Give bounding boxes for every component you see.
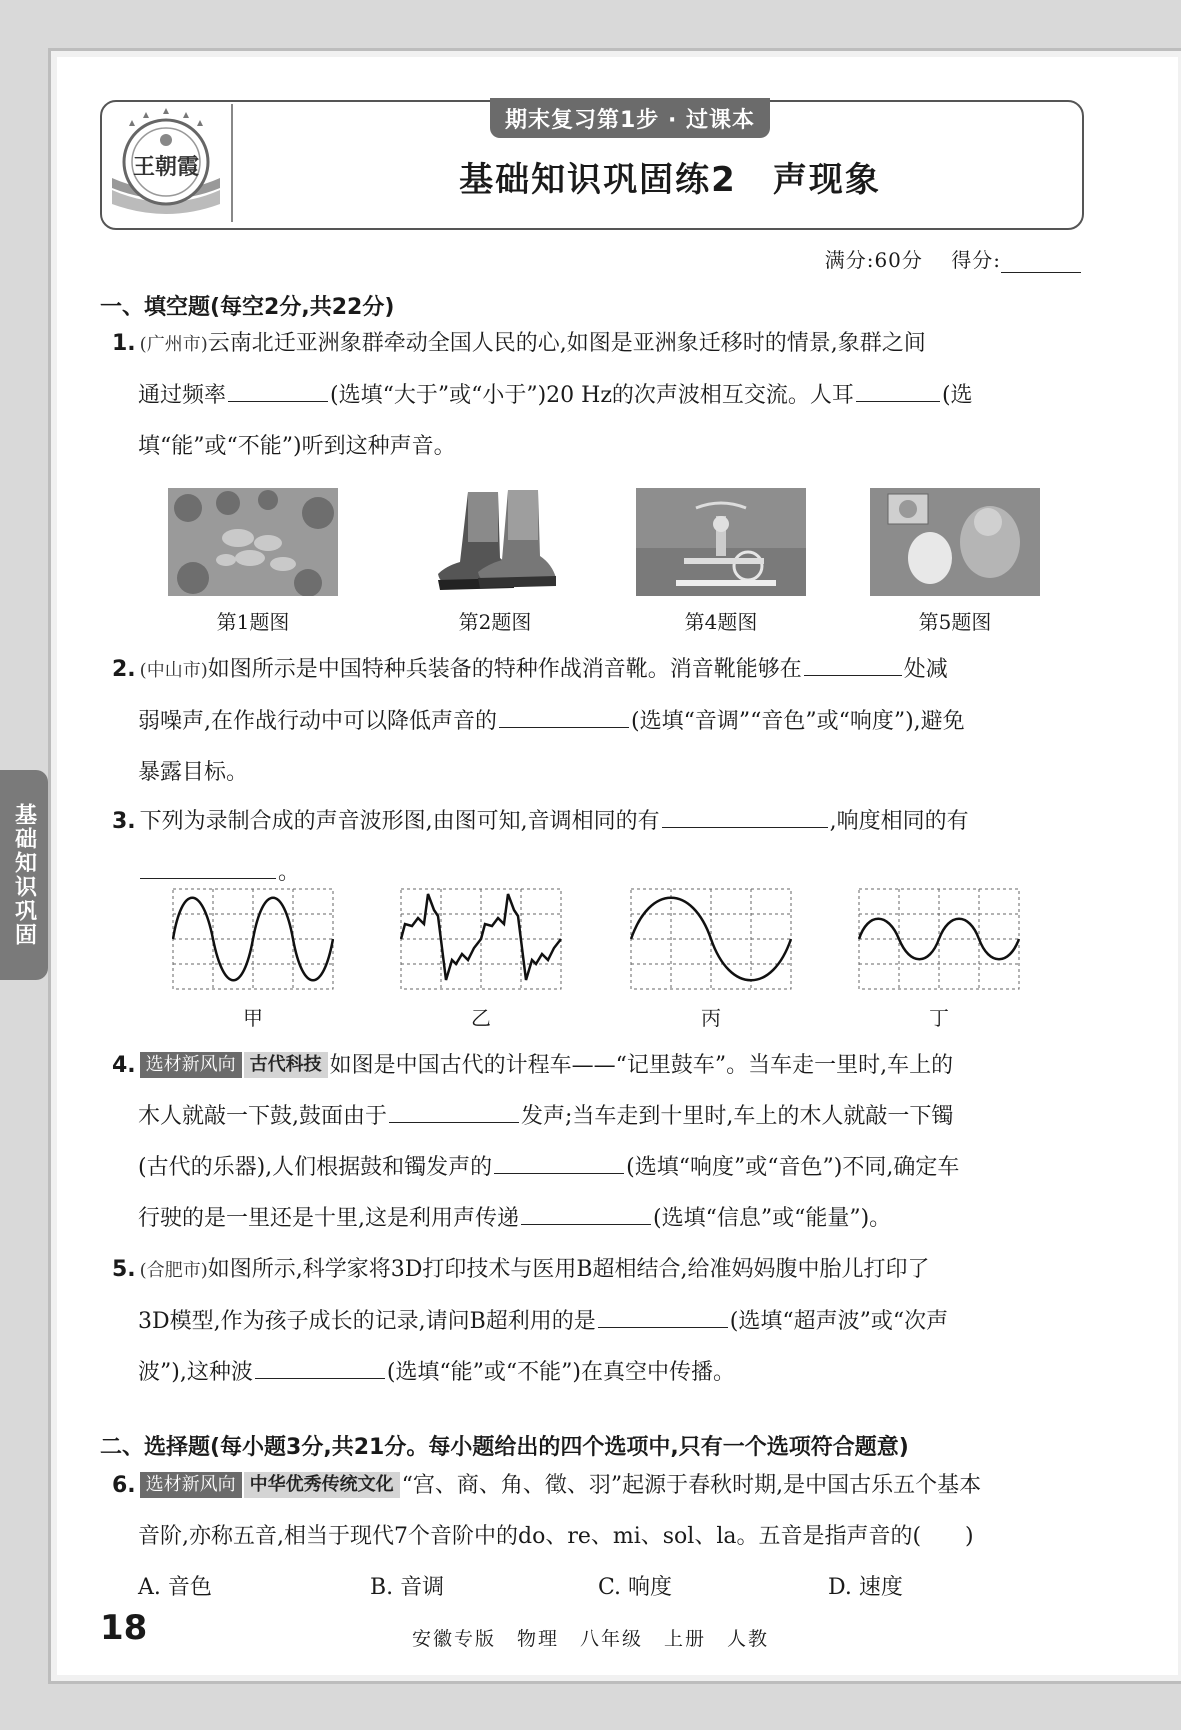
figure-5-caption: 第5题图 — [918, 610, 992, 634]
q6-number: 6. — [112, 1473, 136, 1498]
waveform-bing-label: 丙 — [701, 1006, 721, 1030]
q4-tag-new-trend: 选材新风向 — [140, 1052, 242, 1078]
question-1 — [112, 318, 1080, 472]
q2-blank-2[interactable] — [499, 701, 629, 728]
q6-tag-new-trend: 选材新风向 — [140, 1472, 242, 1498]
logo-seal-icon — [102, 104, 230, 222]
score-line — [825, 244, 1081, 273]
q2-number: 2. — [112, 657, 136, 682]
q5-line3a: 波”),这种波 — [138, 1360, 253, 1385]
q3-line1a: 下列为录制合成的声音波形图,由图可知,音调相同的有 — [139, 809, 660, 834]
waveform-yi-label: 乙 — [471, 1006, 491, 1030]
footer-info: 安徽专版 物理 八年级 上册 人教 — [412, 1628, 770, 1650]
q2-blank-1[interactable] — [804, 649, 902, 676]
q2-line1b: 处减 — [903, 657, 948, 682]
q4-line3b: (选填“响度”或“音色”)不同,确定车 — [626, 1155, 960, 1180]
q1-line2a: 通过频率 — [138, 383, 227, 408]
q4-line3a: (古代的乐器),人们根据鼓和镯发声的 — [138, 1155, 493, 1180]
q4-line2b: 发声;当车走到十里时,车上的木人就敲一下镯 — [521, 1104, 954, 1129]
q1-line2b: (选填“大于”或“小于”)20 Hz的次声波相互交流。人耳 — [330, 383, 854, 408]
q6-option-a[interactable]: A. 音色 — [138, 1575, 212, 1600]
q6-option-c[interactable]: C. 响度 — [598, 1575, 673, 1600]
drum-cart-photo-icon — [636, 488, 806, 596]
q4-blank-1[interactable] — [389, 1096, 519, 1123]
question-3 — [112, 796, 1080, 898]
q4-tag-topic: 古代科技 — [244, 1052, 328, 1078]
q6-tag-topic: 中华优秀传统文化 — [244, 1472, 400, 1498]
q3-line2: 。 — [278, 860, 301, 885]
q4-line2a: 木人就敲一下鼓,鼓面由于 — [138, 1104, 387, 1129]
elephant-photo-icon — [168, 488, 338, 596]
side-tab: 基础知识巩固 — [0, 770, 48, 980]
logo-divider — [231, 104, 233, 222]
waveform-yi — [400, 888, 562, 990]
q5-line3b: (选填“能”或“不能”)在真空中传播。 — [386, 1360, 735, 1385]
q4-line4b: (选填“信息”或“能量”)。 — [653, 1206, 892, 1231]
figure-1-caption: 第1题图 — [216, 610, 290, 634]
q1-line3: 填“能”或“不能”)听到这种声音。 — [138, 434, 456, 459]
question-5 — [112, 1244, 1080, 1398]
q6-line1: “宫、商、角、徵、羽”起源于春秋时期,是中国古乐五个基本 — [401, 1473, 982, 1498]
question-6 — [112, 1460, 1080, 1562]
q3-line1b: ,响度相同的有 — [829, 809, 969, 834]
q2-line3: 暴露目标。 — [138, 760, 249, 785]
svg-text:王朝霞: 王朝霞 — [132, 154, 200, 180]
q5-blank-2[interactable] — [255, 1352, 385, 1379]
q1-source: (广州市) — [139, 334, 208, 355]
waveform-jia — [172, 888, 334, 990]
waveform-ding — [858, 888, 1020, 990]
q4-line4a: 行驶的是一里还是十里,这是利用声传递 — [138, 1206, 519, 1231]
q6-line2: 音阶,亦称五音,相当于现代7个音阶中的do、re、mi、sol、la。五音是指声音的( ) — [138, 1524, 974, 1549]
q1-line2c: (选 — [941, 383, 973, 408]
q4-line1: 如图是中国古代的计程车——“记里鼓车”。当车走一里时,车上的 — [329, 1053, 954, 1078]
boots-photo-icon — [410, 488, 580, 596]
q5-number: 5. — [112, 1257, 136, 1282]
q5-blank-1[interactable] — [598, 1301, 728, 1328]
q3-blank-1[interactable] — [662, 801, 828, 828]
question-4 — [112, 1040, 1080, 1244]
q1-blank-1[interactable] — [228, 375, 328, 402]
score-label: 得分: — [951, 248, 1001, 272]
q1-blank-2[interactable] — [856, 375, 940, 402]
q2-source: (中山市) — [139, 660, 208, 681]
section-1-title: 一、填空题(每空2分,共22分) — [100, 295, 395, 320]
3d-fetus-model-photo-icon — [870, 488, 1040, 596]
waveform-bing — [630, 888, 792, 990]
q1-number: 1. — [112, 331, 136, 356]
full-score: 满分:60分 — [824, 248, 923, 272]
q2-line2a: 弱噪声,在作战行动中可以降低声音的 — [138, 709, 497, 734]
waveform-ding-label: 丁 — [929, 1006, 949, 1030]
q3-number: 3. — [112, 809, 136, 834]
q2-line2b: (选填“音调”“音色”或“响度”),避免 — [631, 709, 965, 734]
page-number: 18 — [100, 1608, 148, 1648]
q4-number: 4. — [112, 1053, 136, 1078]
header-banner: 期末复习第1步 · 过课本 — [490, 98, 770, 138]
q3-blank-2[interactable] — [140, 852, 276, 879]
figure-2-caption: 第2题图 — [458, 610, 532, 634]
q4-blank-3[interactable] — [521, 1198, 651, 1225]
q6-option-d[interactable]: D. 速度 — [828, 1575, 903, 1600]
q5-line1: 如图所示,科学家将3D打印技术与医用B超相结合,给准妈妈腹中胎儿打印了 — [207, 1257, 930, 1282]
figure-4-caption: 第4题图 — [684, 610, 758, 634]
q5-source: (合肥市) — [139, 1260, 208, 1281]
q1-line1: 云南北迁亚洲象群牵动全国人民的心,如图是亚洲象迁移时的情景,象群之间 — [207, 331, 926, 356]
page-title: 基础知识巩固练2 声现象 — [459, 160, 881, 200]
score-blank[interactable] — [1001, 254, 1081, 273]
question-2 — [112, 644, 1080, 798]
q4-blank-2[interactable] — [494, 1147, 624, 1174]
q5-line2a: 3D模型,作为孩子成长的记录,请问B超利用的是 — [138, 1309, 596, 1334]
q2-line1a: 如图所示是中国特种兵装备的特种作战消音靴。消音靴能够在 — [207, 657, 802, 682]
section-2-title: 二、选择题(每小题3分,共21分。每小题给出的四个选项中,只有一个选项符合题意) — [100, 1435, 909, 1460]
waveform-jia-label: 甲 — [243, 1006, 263, 1030]
q5-line2b: (选填“超声波”或“次声 — [729, 1309, 949, 1334]
q6-option-b[interactable]: B. 音调 — [370, 1575, 445, 1600]
